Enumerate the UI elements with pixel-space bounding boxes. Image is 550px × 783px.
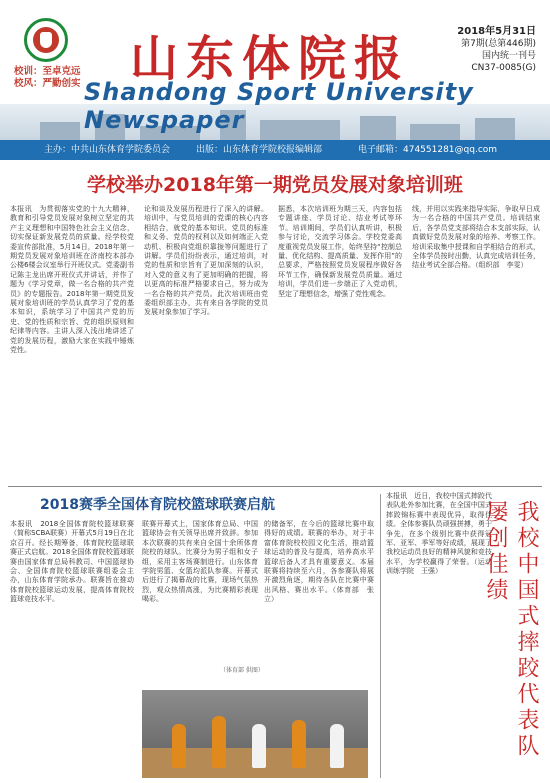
article-2-headline: 2018赛季全国体育院校篮球联赛启航 <box>40 497 275 513</box>
publisher-bar <box>0 140 550 160</box>
article-2-text-1: 本报讯 2018全国体育院校篮球联赛（简称SCBA联赛）开幕式5月19日在北京召开。经长期筹备，体育院校篮球联赛正式启航。2018全国体育院校篮球联赛由国家体育总局科教司、中国篮球协会、全国体育院校篮球联赛组委会主办，山东体育学院承办。联赛旨在推动体育院校篮球运动发展，提高体育院校篮球竞技水平。 <box>10 520 134 604</box>
article-2-text-2: 联赛开幕式上，国家体育总局、中国篮球协会有关领导出席并致辞。参加本次联赛的共有来自全国十余所体育院校的球队。比赛分为男子组和女子组，采用主客场赛制进行。山东体育学院男篮、女篮均派队参赛。开幕式后进行了揭幕战的比赛，现场气氛热烈，观众热情高涨，为比赛精彩表现喝彩。 <box>142 520 258 604</box>
article-3-text: 本报讯 近日，我校中国式摔跤代表队赴外参加比赛，在全国中国式摔跤锦标赛中表现优异，取得佳绩。全体参赛队员顽强拼搏，勇于争先，在多个级别比赛中获得冠军、亚军、季军等好成绩，展现了我校运动员良好的精神风貌和竞技水平，为学校赢得了荣誉。（运动训练学院 王强） <box>386 492 492 576</box>
article-2-text-3: 的储备军，在今后的篮球比赛中取得好的成绩。联赛的举办，对于丰富体育院校校园文化生活，推动篮球运动的普及与提高，培养高水平篮球后备人才具有重要意义。本届联赛将持续至六月，各参赛队将展开激烈角逐，期待各队在比赛中赛出风格、赛出水平。（体育部 张立） <box>264 520 374 604</box>
section-divider <box>8 486 542 487</box>
issue-number: 第7期(总第446期) <box>461 39 536 49</box>
editor-text: 出版：山东体育学院校报编辑部 <box>196 145 323 155</box>
basketball-photo <box>142 690 368 778</box>
motto-line-2: 校风：严勤创实 <box>14 78 81 89</box>
cn-number: CN37-0085(G) <box>471 63 536 73</box>
article-1-column-4 <box>412 205 540 481</box>
article-3-column <box>386 492 492 778</box>
article-1-column-2 <box>144 205 268 481</box>
issue-info <box>457 26 536 74</box>
vertical-headline: 我校中国式摔跤代表队屡创佳绩 <box>483 500 539 760</box>
university-logo-icon <box>24 18 68 62</box>
photo-caption: （体育部 供图） <box>220 667 264 674</box>
newspaper-title: 山东体院报 <box>130 31 411 87</box>
article-2-column-2 <box>142 520 258 660</box>
article-1-text-1: 本报讯 为贯彻落实党的十九大精神，教育和引导党员发展对象树立坚定的共产主义理想和中国特色社会主义信念，切实保证新发展党员的质量。经学校党委宣传部批准，5月14日，2018年第一期党员发展对象培训班在济南校本部办公楼6楼会议室举行开班仪式。党委副书记陈主龙出席开班仪式并讲话，并作了题为《学习党章，做一名合格的共产党员》的专题报告。2018年第一期党员发展对象培训班的学员认真学习了党的基本知识，系统学习了中国共产党的历史、党的性质和宗旨、党的组织原则和纪律等内容。主讲人深入浅出地讲述了党的发展历程，激励大家在实践中锤炼党性。 <box>10 205 134 355</box>
motto-line-1: 校训：至卓克远 <box>14 66 81 77</box>
cn-label: 国内统一刊号 <box>481 51 536 61</box>
email-text: 电子邮箱：474551281@qq.com <box>358 145 498 155</box>
masthead <box>0 0 550 140</box>
article-1-headline: 学校举办2018年第一期党员发展对象培训班 <box>87 174 463 196</box>
sponsor-text: 主办：中共山东体育学院委员会 <box>44 145 171 155</box>
issue-date: 2018年5月31日 <box>457 26 536 37</box>
article-1-text-3: 据悉，本次培训班为期三天，内容包括专题讲座、学员讨论、结业考试等环节。培训期间，学员们认真听讲，积极参与讨论，交流学习体会。学校党委高度重视党员发展工作，始终坚持“控制总量、优化结构、提高质量、发挥作用”的总要求，严格按照党员发展程序做好各环节工作，确保新发展党员质量。通过培训，学员们进一步端正了入党动机，坚定了理想信念，增强了党性观念。 <box>278 205 402 298</box>
article-1-column-3 <box>278 205 402 481</box>
article-1-column-1 <box>10 205 134 481</box>
newspaper-title-english: Shandong Sport University Newspaper <box>84 78 474 134</box>
article-2-column-3 <box>264 520 374 660</box>
article-1-text-2: 论和谈及发展历程进行了深入的讲解。培训中，与党员培训的党课的核心内容相结合，就党的基本知识、党员的标准和义务、党员的权利以及如何端正入党动机、积极向党组织靠拢等问题进行了讲解。学员们纷纷表示，通过培训，对党的性质和宗旨有了更加深刻的认识，对入党的意义有了更加明确的把握，将以更高的标准严格要求自己，努力成为一名合格的共产党员。此次培训班由党委组织部主办，共有来自各学院的党员发展对象参加了学习。 <box>144 205 268 317</box>
article-2-column-1 <box>10 520 134 778</box>
article-1-text-4: 线，并用以实践来指导实际，争取早日成为一名合格的中国共产党员。培训结束后，各学员党支部将结合本支部实际，认真做好党员发展对象的培养、考察工作。培训采取集中授课和自学相结合的形式，全体学员按时出勤，认真完成培训任务，结业考试全部合格。（组织部 李雯） <box>412 205 540 270</box>
